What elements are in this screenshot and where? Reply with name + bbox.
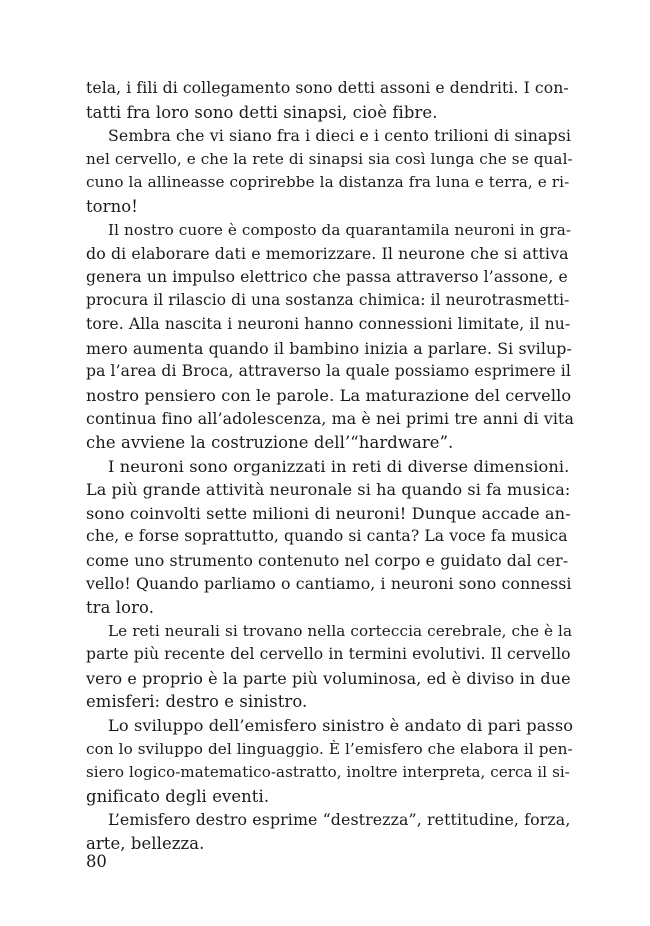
paragraph — [86, 124, 573, 218]
page-number: 80 — [86, 852, 107, 871]
text-line: che, e forse soprattutto, quando si canta? La voce fa musica — [86, 527, 568, 546]
text-line: con lo sviluppo del linguaggio. È l’emisfero che elabora il pen- — [86, 739, 573, 758]
body-text — [86, 77, 574, 856]
text-line: nel cervello, e che la rete di sinapsi sia così lunga che se qual- — [86, 149, 573, 168]
text-line: I neuroni sono organizzati in reti di diverse dimensioni. — [108, 456, 570, 476]
text-line: continua fino all’adolescenza, ma è nei primi tre anni di vita — [86, 409, 574, 429]
text-line: do di elaborare dati e memorizzare. Il neurone che si attiva — [86, 244, 569, 264]
text-line: sono coinvolti sette milioni di neuroni! Dunque accade an- — [86, 503, 571, 523]
text-line: siero logico-matematico-astratto, inoltre interpreta, cerca il si- — [86, 763, 570, 782]
text-line: Lo sviluppo dell’emisfero sinistro è andato di pari passo — [108, 716, 574, 736]
paragraph — [86, 455, 572, 620]
text-line: tatti fra loro sono detti sinapsi, cioè fibre. — [86, 102, 438, 122]
paragraph — [86, 219, 574, 455]
text-line: arte, bellezza. — [86, 834, 205, 853]
text-line: vello! Quando parliamo o cantiamo, i neuroni sono connessi — [86, 574, 572, 594]
text-line: cuno la allineasse coprirebbe la distanza fra luna e terra, e ri- — [86, 173, 570, 192]
text-line: vero e proprio è la parte più voluminosa, ed è diviso in due — [86, 668, 571, 688]
text-line: genera un impulso elettrico che passa attraverso l’assone, e — [86, 267, 568, 286]
text-line: Sembra che vi siano fra i dieci e i cento trilioni di sinapsi — [108, 126, 572, 146]
text-line: come uno strumento contenuto nel corpo e guidato dal cer- — [86, 550, 569, 570]
text-line: che avviene la costruzione dell’“hardware”. — [86, 432, 454, 452]
text-line: L’emisfero destro esprime “destrezza”, rettitudine, forza, — [108, 810, 571, 830]
text-line: tore. Alla nascita i neuroni hanno connessioni limitate, il nu- — [86, 314, 571, 333]
paragraph — [86, 808, 571, 855]
paragraph — [86, 77, 567, 124]
text-line: gnificato degli eventi. — [86, 786, 270, 806]
text-line: La più grande attività neuronale si ha quando si fa musica: — [86, 480, 571, 500]
text-line: Le reti neurali si trovano nella corteccia cerebrale, che è la — [108, 621, 573, 640]
text-line: emisferi: destro e sinistro. — [86, 692, 308, 712]
text-line: procura il rilascio di una sostanza chimica: il neurotrasmetti- — [86, 291, 570, 310]
text-line: parte più recente del cervello in termini evolutivi. Il cervello — [86, 645, 571, 664]
text-line: mero aumenta quando il bambino inizia a parlare. Si svilup- — [86, 338, 572, 358]
paragraph — [86, 714, 574, 808]
text-line: Il nostro cuore è composto da quarantamila neuroni in gra- — [108, 220, 572, 239]
text-line: tra loro. — [86, 598, 155, 618]
text-line: torno! — [86, 196, 138, 216]
text-line: pa l’area di Broca, attraverso la quale possiamo esprimere il — [86, 362, 571, 381]
paragraph — [86, 620, 573, 714]
text-line: tela, i fili di collegamento sono detti assoni e dendriti. I con- — [86, 79, 569, 97]
text-line: nostro pensiero con le parole. La maturazione del cervello — [86, 385, 572, 405]
